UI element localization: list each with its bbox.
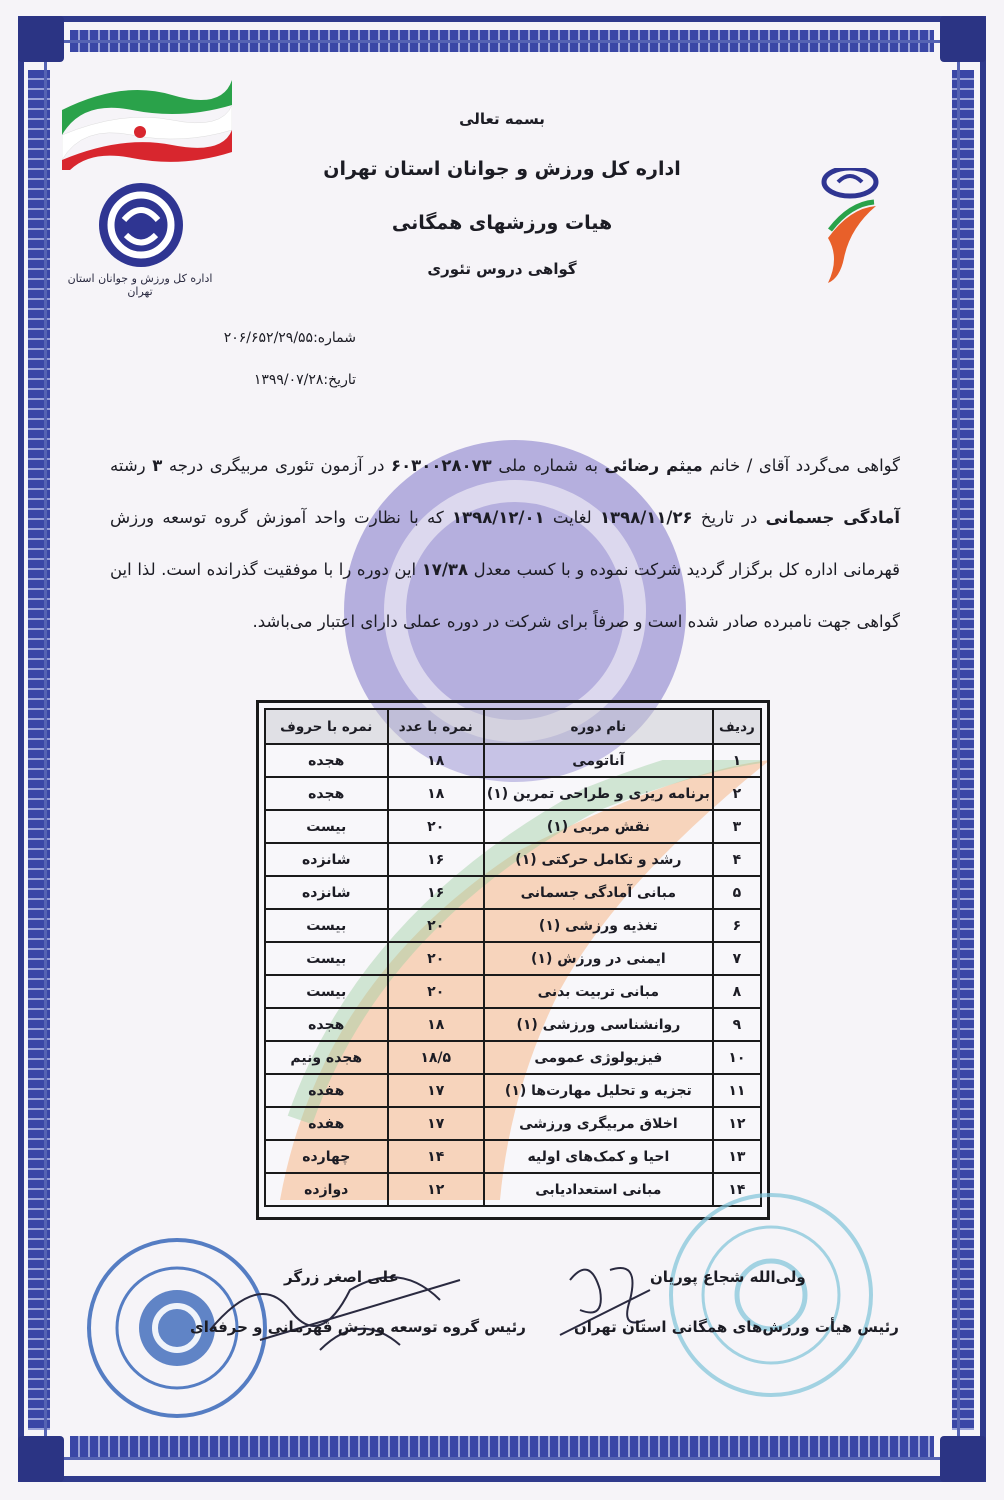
letter-number-value: ۲۰۶/۶۵۲/۲۹/۵۵ xyxy=(223,330,314,346)
score-number-cell: ۲۰ xyxy=(388,909,484,942)
table-header-row xyxy=(265,709,761,744)
course-name-cell: مبانی آمادگی جسمانی xyxy=(484,876,713,909)
grades-table xyxy=(264,708,762,1207)
score-words-cell: بیست xyxy=(265,975,388,1008)
official-stamp-right-icon xyxy=(656,1180,886,1410)
frame-corner xyxy=(18,1436,64,1482)
course-name-cell: اخلاق مربیگری ورزشی xyxy=(484,1107,713,1140)
row-number-cell: ۷ xyxy=(713,942,761,975)
row-number-cell: ۵ xyxy=(713,876,761,909)
score-words-cell: هجده xyxy=(265,777,388,810)
table-row xyxy=(265,777,761,810)
score-number-cell: ۲۰ xyxy=(388,810,484,843)
table-row xyxy=(265,1008,761,1041)
course-name-cell: برنامه ریزی و طراحی تمرین (۱) xyxy=(484,777,713,810)
col-header-score-words: نمره با حروف xyxy=(265,709,388,744)
course-date-to: ۱۳۹۸/۱۲/۰۱ xyxy=(451,508,545,527)
row-number-cell: ۳ xyxy=(713,810,761,843)
score-number-cell: ۲۰ xyxy=(388,942,484,975)
frame-corner xyxy=(940,1436,986,1482)
score-number-cell: ۱۲ xyxy=(388,1173,484,1206)
score-number-cell: ۱۸ xyxy=(388,744,484,777)
table-row xyxy=(265,942,761,975)
score-number-cell: ۱۶ xyxy=(388,843,484,876)
score-words-cell: هجده xyxy=(265,744,388,777)
signatory-right-title: رئیس هیأت ورزش‌های همگانی استان تهران xyxy=(574,1318,899,1336)
body-text-segment: لغایت xyxy=(552,508,592,527)
score-number-cell: ۲۰ xyxy=(388,975,484,1008)
logo-left-caption: اداره کل ورزش و جوانان استان تهران xyxy=(67,272,213,298)
body-text-segment: به شماره ملی xyxy=(498,456,598,475)
score-number-cell: ۱۶ xyxy=(388,876,484,909)
course-name-cell: تجزیه و تحلیل مهارت‌ها (۱) xyxy=(484,1074,713,1107)
score-number-cell: ۱۴ xyxy=(388,1140,484,1173)
score-number-cell: ۱۸ xyxy=(388,777,484,810)
score-words-cell: هجده ونیم xyxy=(265,1041,388,1074)
row-number-cell: ۹ xyxy=(713,1008,761,1041)
body-text-segment: در آزمون تئوری مربیگری درجه xyxy=(168,456,385,475)
score-words-cell: بیست xyxy=(265,909,388,942)
frame-corner xyxy=(18,16,64,62)
table-row xyxy=(265,1074,761,1107)
score-words-cell: چهارده xyxy=(265,1140,388,1173)
table-row xyxy=(265,1140,761,1173)
body-text-segment: در تاریخ xyxy=(700,508,758,527)
grades-table-frame xyxy=(256,700,770,1220)
score-words-cell: هفده xyxy=(265,1074,388,1107)
score-words-cell: شانزده xyxy=(265,843,388,876)
organization-title: اداره کل ورزش و جوانان استان تهران xyxy=(323,158,681,180)
body-text-segment: رشته xyxy=(110,456,146,475)
col-header-row: ردیف xyxy=(713,709,761,744)
row-number-cell: ۱۴ xyxy=(713,1173,761,1206)
signatory-right-name: ولی‌الله شجاع پوریان xyxy=(650,1268,806,1286)
score-words-cell: شانزده xyxy=(265,876,388,909)
board-title: هیات ورزشهای همگانی xyxy=(391,212,613,234)
score-number-cell: ۱۸ xyxy=(388,1008,484,1041)
row-number-cell: ۱۳ xyxy=(713,1140,761,1173)
letter-number-label: شماره: xyxy=(313,330,356,346)
col-header-score-number: نمره با عدد xyxy=(388,709,484,744)
course-name-cell: نقش مربی (۱) xyxy=(484,810,713,843)
score-words-cell: بیست xyxy=(265,942,388,975)
certificate-type: گواهی دروس تئوری xyxy=(427,260,577,278)
holder-name: میثم رضائی xyxy=(604,456,703,475)
course-name-cell: مبانی استعدادیابی xyxy=(484,1173,713,1206)
body-text-segment: این دوره را با موفقیت گذرانده است. لذا این گواهی جهت نامبرده صادر شده است و صرفاً برای شرکت در دوره عملی دارای اعتبار می‌باشد. xyxy=(110,560,900,631)
course-name-cell: ایمنی در ورزش (۱) xyxy=(484,942,713,975)
average-score: ۱۷/۳۸ xyxy=(421,560,469,579)
course-name-cell: رشد و تکامل حرکتی (۱) xyxy=(484,843,713,876)
letter-date-value: ۱۳۹۹/۰۷/۲۸ xyxy=(253,372,324,388)
course-name-cell: آناتومی xyxy=(484,744,713,777)
score-number-cell: ۱۸/۵ xyxy=(388,1041,484,1074)
score-number-cell: ۱۷ xyxy=(388,1074,484,1107)
bismillah: بسمه تعالی xyxy=(459,110,545,128)
course-name-cell: روانشناسی ورزشی (۱) xyxy=(484,1008,713,1041)
score-words-cell: هجده xyxy=(265,1008,388,1041)
course-name-cell: تغذیه ورزشی (۱) xyxy=(484,909,713,942)
table-row xyxy=(265,810,761,843)
row-number-cell: ۱۲ xyxy=(713,1107,761,1140)
signatory-left-title: رئیس گروه توسعه ورزش قهرمانی و حرفه‌ای xyxy=(190,1318,526,1336)
course-name-cell: فیزیولوژی عمومی xyxy=(484,1041,713,1074)
col-header-course: نام دوره xyxy=(484,709,713,744)
score-number-cell: ۱۷ xyxy=(388,1107,484,1140)
table-row xyxy=(265,1107,761,1140)
table-row xyxy=(265,1041,761,1074)
national-id: ۶۰۳۰۰۲۸۰۷۳ xyxy=(391,456,492,475)
letter-number xyxy=(224,330,356,346)
body-text-segment: گواهی می‌گردد آقای / خانم xyxy=(709,456,901,475)
table-row xyxy=(265,744,761,777)
coaching-grade: ۳ xyxy=(152,456,163,475)
row-number-cell: ۱ xyxy=(713,744,761,777)
course-name-cell: مبانی تربیت بدنی xyxy=(484,975,713,1008)
row-number-cell: ۸ xyxy=(713,975,761,1008)
table-row xyxy=(265,843,761,876)
letter-date xyxy=(254,372,356,388)
frame-corner xyxy=(940,16,986,62)
row-number-cell: ۱۱ xyxy=(713,1074,761,1107)
score-words-cell: هفده xyxy=(265,1107,388,1140)
certificate-body xyxy=(110,440,900,648)
grades-table-body xyxy=(265,744,761,1206)
letter-date-label: تاریخ: xyxy=(323,372,356,388)
score-words-cell: بیست xyxy=(265,810,388,843)
row-number-cell: ۴ xyxy=(713,843,761,876)
row-number-cell: ۱۰ xyxy=(713,1041,761,1074)
row-number-cell: ۲ xyxy=(713,777,761,810)
course-name-cell: احیا و کمک‌های اولیه xyxy=(484,1140,713,1173)
course-date-from: ۱۳۹۸/۱۱/۲۶ xyxy=(599,508,693,527)
table-row xyxy=(265,876,761,909)
body-text-segment: که با نظارت واحد آموزش گروه توسعه ورزش قهرمانی اداره کل برگزار گردید شرکت نموده و با کسب معدل xyxy=(110,508,901,579)
row-number-cell: ۶ xyxy=(713,909,761,942)
signature-left-icon xyxy=(200,1250,480,1360)
table-row xyxy=(265,909,761,942)
score-words-cell: دوازده xyxy=(265,1173,388,1206)
signatory-left-name: علی اصغر زرگر xyxy=(284,1268,399,1286)
table-row xyxy=(265,975,761,1008)
sport-field: آمادگی جسمانی xyxy=(765,508,901,527)
